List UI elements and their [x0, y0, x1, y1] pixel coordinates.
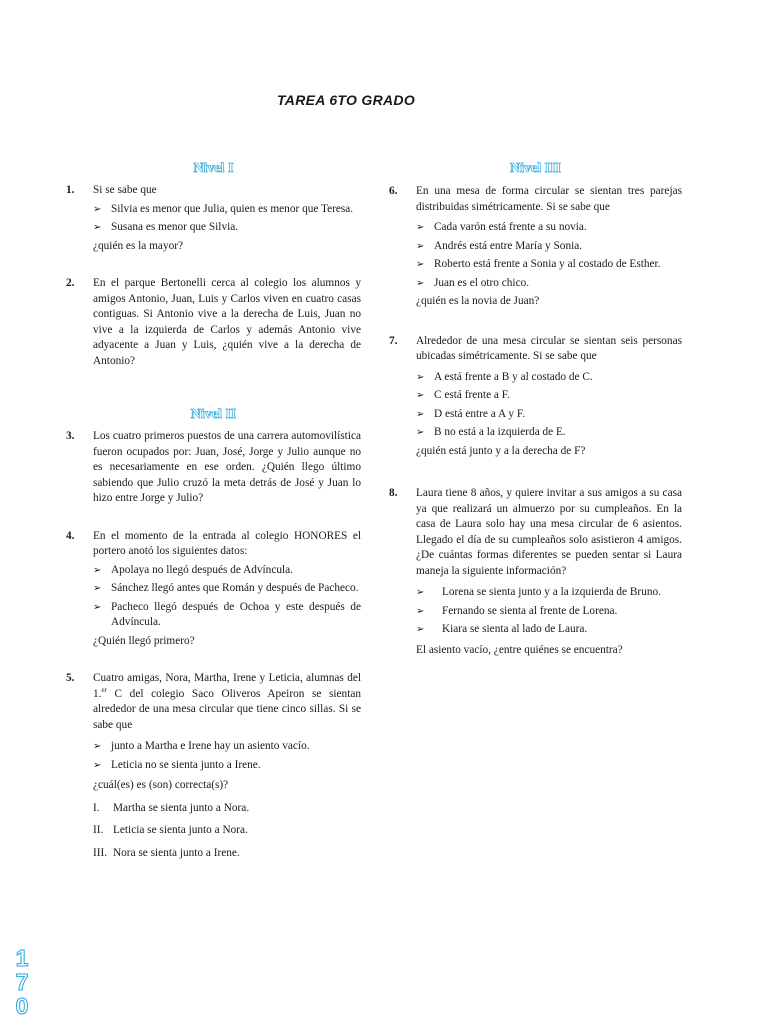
arrow-bullet-icon: ➢	[416, 222, 425, 233]
problem-statement: En una mesa de forma circular se sientan tres parejas distribuidas simétricamente. Si se sabe que	[416, 185, 682, 213]
arrow-bullet-icon: ➢	[93, 583, 102, 594]
condition-item: ➢ Roberto está frente a Sonia y al costado de Esther.	[416, 257, 682, 273]
problem-question: El asiento vacío, ¿entre quiénes se encuentra?	[416, 643, 623, 656]
problem-number: 4.	[66, 529, 75, 542]
arrow-bullet-icon: ➢	[416, 259, 425, 270]
problem-question: ¿cuál(es) es (son) correcta(s)?	[93, 779, 229, 791]
arrow-bullet-icon: ➢	[416, 427, 425, 438]
arrow-bullet-icon: ➢	[416, 605, 425, 617]
problem-statement: Laura tiene 8 años, y quiere invitar a sus amigos a su casa ya que realizará un almuerzo por su cumpleaños. En la casa de Laura solo hay una mesa circular de 6 asientos. Llegado el día de su cumpleaños solo asistieron 4 amigos. ¿De cuántas formas diferentes se pueden sentar si Laura maneja la siguiente información?	[416, 487, 682, 577]
arrow-bullet-icon: ➢	[416, 371, 425, 383]
option-item: II. Leticia se sienta junto a Nora.	[93, 824, 248, 836]
problem-statement: Si se sabe que	[93, 184, 157, 196]
arrow-bullet-icon: ➢	[416, 277, 425, 289]
problem-number: 5.	[66, 672, 75, 684]
problem-number: 1.	[66, 184, 75, 196]
problem-statement: Alrededor de una mesa circular se sientan seis personas ubicadas simétricamente. Si se sabe que	[416, 334, 682, 362]
problem-1	[66, 183, 361, 254]
condition-item: ➢ B no está a la izquierda de E.	[416, 425, 682, 441]
problem-question: ¿quién es la mayor?	[93, 239, 184, 252]
problem-3	[66, 429, 361, 507]
option-item: III. Nora se sienta junto a Irene.	[93, 846, 240, 859]
problem-number: 8.	[389, 487, 398, 499]
condition-item: ➢ Silvia es menor que Julia, quien es menor que Teresa.	[93, 202, 361, 218]
condition-item: ➢ D está entre a A y F.	[416, 407, 682, 423]
arrow-bullet-icon: ➢	[416, 624, 425, 635]
problem-number: 3.	[66, 430, 75, 442]
condition-list	[416, 585, 682, 638]
condition-item: ➢ Juan es el otro chico.	[416, 276, 682, 292]
condition-item: ➢ Kiara se sienta al lado de Laura.	[416, 622, 682, 638]
condition-item: ➢ Andrés está entre María y Sonia.	[416, 239, 682, 255]
problem-question: ¿quién está junto y a la derecha de F?	[416, 444, 586, 457]
problem-statement: Cuatro amigas, Nora, Martha, Irene y Leticia, alumnas del 1.$^{er}$ C del colegio Saco Oliveros Apeiron se sientan alrededor de una mesa circular que tiene cinco sillas. Si se sabe que	[93, 672, 361, 731]
arrow-bullet-icon: ➢	[416, 408, 425, 420]
arrow-bullet-icon: ➢	[416, 390, 425, 401]
condition-list	[416, 370, 682, 441]
condition-list	[93, 739, 361, 773]
problem-number: 6.	[389, 185, 398, 197]
condition-item: ➢ A está frente a B y al costado de C.	[416, 370, 682, 386]
level-heading-3: Nivel III	[510, 161, 561, 176]
problem-question: ¿Quién llegó primero?	[93, 634, 195, 647]
condition-item: ➢ Pacheco llegó después de Ochoa y este después de Advíncula.	[93, 600, 361, 628]
arrow-bullet-icon: ➢	[93, 741, 102, 752]
condition-list	[93, 202, 361, 236]
level-heading-2: Nivel II	[190, 407, 237, 422]
problem-statement: En el parque Bertonelli cerca al colegio los alumnos y amigos Antonio, Juan, Luis y Carlos viven en cuatro casas contiguas. Si Antonio vive a la derecha de Luis, Juan no vive a la izquierda de Carlos y además Antonio vive adyacente a Juan y Luis, ¿quién vive a la derecha de Antonio?	[93, 277, 361, 367]
arrow-bullet-icon: ➢	[93, 203, 102, 215]
page-number: 1 7 0	[15, 945, 29, 1019]
condition-list	[93, 563, 361, 631]
problem-7	[389, 334, 682, 460]
problem-4	[66, 529, 361, 650]
right-column	[389, 160, 682, 658]
problem-2	[66, 276, 361, 369]
page-title: TAREA 6TO GRADO	[276, 92, 416, 108]
problem-statement: Los cuatro primeros puestos de una carrera automovilística fueron ocupados por: Juan, José, Jorge y Julio aunque no es necesariamente en ese orden. ¿Quién llego último sabiendo que Julio cruzó la meta detrás de José y Juan lo hizo entre Jorge y Julio?	[93, 430, 361, 504]
left-column	[66, 160, 361, 861]
level-heading-1: Nivel I	[193, 161, 234, 176]
problem-question: ¿quién es la novia de Juan?	[416, 295, 540, 307]
condition-item: ➢ Leticia no se sienta junto a Irene.	[93, 758, 361, 774]
arrow-bullet-icon: ➢	[416, 587, 425, 598]
problem-number: 7.	[389, 334, 398, 347]
option-item: I. Martha se sienta junto a Nora.	[93, 801, 250, 814]
arrow-bullet-icon: ➢	[93, 564, 102, 576]
problem-number: 2.	[66, 277, 75, 289]
condition-item: ➢ C está frente a F.	[416, 388, 682, 404]
problem-8	[389, 486, 682, 658]
arrow-bullet-icon: ➢	[93, 601, 102, 613]
arrow-bullet-icon: ➢	[93, 222, 102, 233]
condition-item: ➢ Lorena se sienta junto y a la izquierda de Bruno.	[416, 585, 682, 601]
condition-item: ➢ junto a Martha e Irene hay un asiento vacío.	[93, 739, 361, 755]
condition-item: ➢ Cada varón está frente a su novia.	[416, 220, 682, 236]
problem-6	[389, 184, 682, 310]
condition-list	[416, 220, 682, 291]
condition-item: ➢ Fernando se sienta al frente de Lorena.	[416, 604, 682, 620]
condition-item: ➢ Susana es menor que Silvia.	[93, 220, 361, 236]
problem-statement: En el momento de la entrada al colegio HONORES el portero anotó los siguientes datos:	[93, 529, 361, 557]
arrow-bullet-icon: ➢	[416, 240, 425, 252]
problem-5	[66, 671, 361, 861]
condition-item: ➢ Apolaya no llegó después de Advíncula.	[93, 563, 361, 579]
condition-item: ➢ Sánchez llegó antes que Román y después de Pacheco.	[93, 581, 361, 597]
arrow-bullet-icon: ➢	[93, 759, 102, 771]
